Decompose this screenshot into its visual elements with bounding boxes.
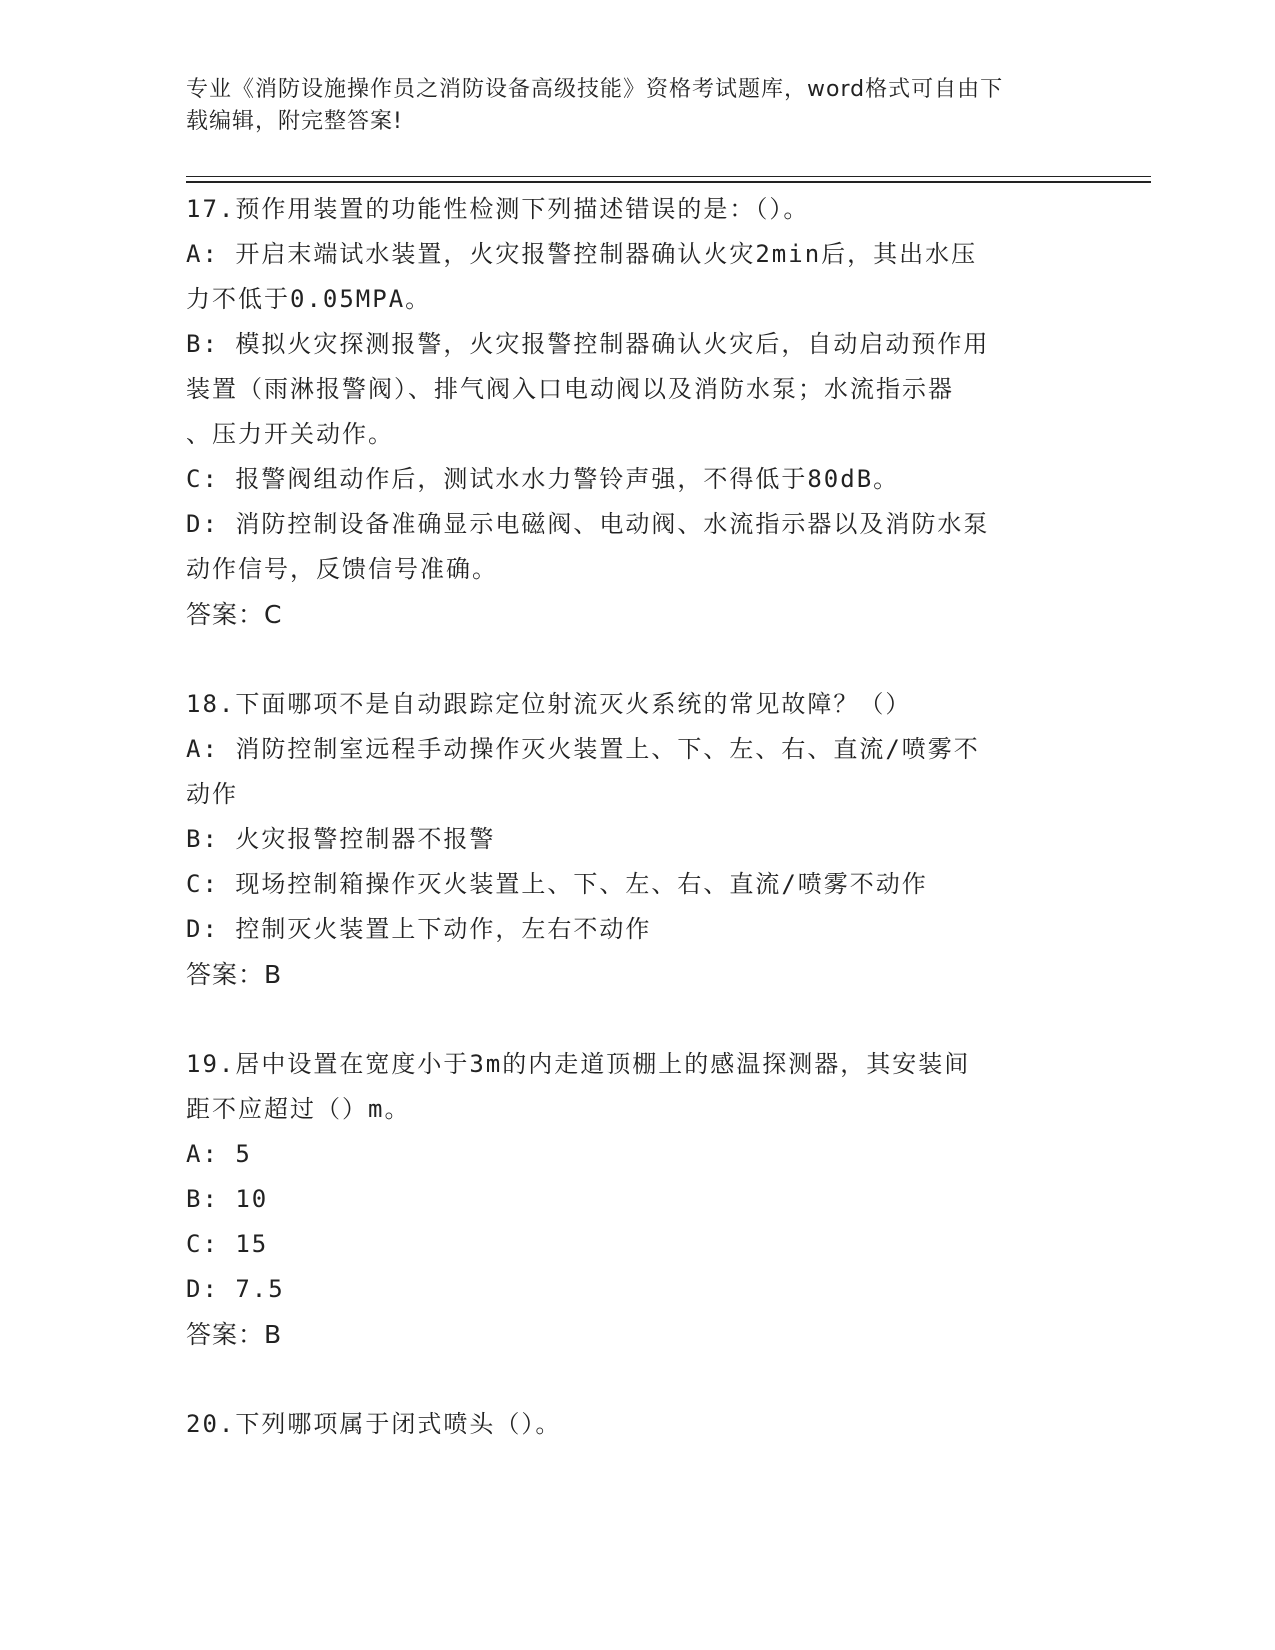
header-divider-thin [186, 176, 1151, 177]
question-stem: 18.下面哪项不是自动跟踪定位射流灭火系统的常见故障？（） [186, 690, 912, 718]
option-d: D: 控制灭火装置上下动作，左右不动作 [186, 915, 652, 943]
option-a: A: 消防控制室远程手动操作灭火装置上、下、左、右、直流/喷雾不 [186, 735, 980, 763]
document-header [186, 74, 1086, 138]
question-19 [186, 1042, 1086, 1357]
answer-label: 答案：C [186, 600, 283, 629]
option-d: D: 消防控制设备准确显示电磁阀、电动阀、水流指示器以及消防水泵 [186, 510, 990, 538]
question-spacer [186, 997, 1086, 1042]
option-b-continued: 装置（雨淋报警阀）、排气阀入口电动阀以及消防水泵；水流指示器 [186, 375, 954, 403]
question-stem: 20.下列哪项属于闭式喷头（）。 [186, 1410, 562, 1438]
question-20 [186, 1402, 1086, 1447]
question-stem-continued: 距不应超过（）m。 [186, 1095, 411, 1123]
question-list [186, 187, 1086, 1447]
question-stem: 17.预作用装置的功能性检测下列描述错误的是：（）。 [186, 195, 810, 223]
option-c: C: 现场控制箱操作灭火装置上、下、左、右、直流/喷雾不动作 [186, 870, 928, 898]
option-a-continued: 动作 [186, 780, 238, 808]
question-spacer [186, 637, 1086, 682]
header-line-1: 专业《消防设施操作员之消防设备高级技能》资格考试题库，word格式可自由下 [186, 77, 1004, 102]
option-a: A: 开启末端试水装置，火灾报警控制器确认火灾2min后，其出水压 [186, 240, 978, 268]
option-a: A: 5 [186, 1140, 252, 1168]
option-d-continued: 动作信号，反馈信号准确。 [186, 555, 498, 583]
option-c: C: 15 [186, 1230, 269, 1258]
option-d: D: 7.5 [186, 1275, 285, 1303]
question-stem: 19.居中设置在宽度小于3m的内走道顶棚上的感温探测器，其安装间 [186, 1050, 971, 1078]
option-b: B: 火灾报警控制器不报警 [186, 825, 496, 853]
option-b: B: 10 [186, 1185, 269, 1213]
header-divider-thick [186, 181, 1151, 183]
option-b: B: 模拟火灾探测报警，火灾报警控制器确认火灾后，自动启动预作用 [186, 330, 990, 358]
header-line-2: 载编辑，附完整答案! [186, 109, 403, 134]
option-a-continued: 力不低于0.05MPA。 [186, 285, 432, 313]
question-18 [186, 682, 1086, 997]
option-c: C: 报警阀组动作后，测试水水力警铃声强，不得低于80dB。 [186, 465, 900, 493]
answer-label: 答案：B [186, 1320, 283, 1349]
answer-label: 答案：B [186, 960, 283, 989]
question-spacer [186, 1357, 1086, 1402]
option-b-continued: 、压力开关动作。 [186, 420, 394, 448]
question-17 [186, 187, 1086, 637]
